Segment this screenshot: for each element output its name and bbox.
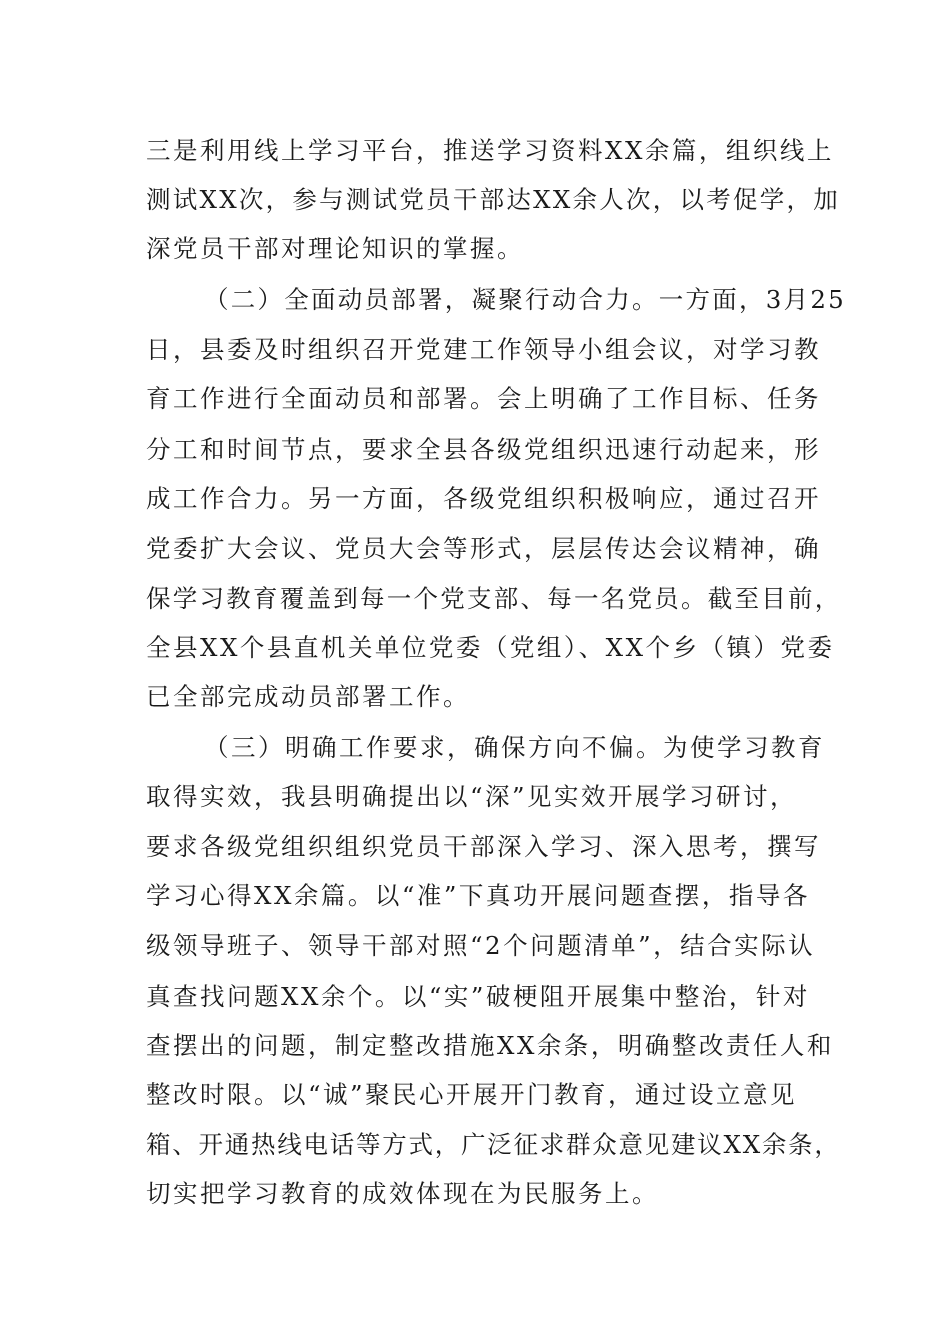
text-line: 已全部完成动员部署工作。 (146, 682, 470, 711)
text-line: 测试XX次，参与测试党员干部达XX余人次，以考促学，加 (146, 185, 841, 214)
text-line: 要求各级党组织组织党员干部深入学习、深入思考，撰写 (146, 832, 821, 861)
text-line: 箱、开通热线电话等方式，广泛征求群众意见建议XX余条， (146, 1130, 841, 1159)
text-line: 成工作合力。另一方面，各级党组织积极响应，通过召开 (146, 484, 821, 513)
text-line: 查摆出的问题，制定整改措施XX余条，明确整改责任人和 (146, 1031, 834, 1060)
text-line: 深党员干部对理论知识的掌握。 (146, 234, 524, 263)
text-line: 三是利用线上学习平台，推送学习资料XX余篇，组织线上 (146, 136, 834, 165)
text-line: 保学习教育覆盖到每一个党支部、每一名党员。截至目前， (146, 584, 842, 613)
text-line: 党委扩大会议、党员大会等形式，层层传达会议精神，确 (146, 534, 821, 563)
text-line: 取得实效，我县明确提出以“深”见实效开展学习研讨， (146, 782, 798, 811)
text-line: 学习心得XX余篇。以“准”下真功开展问题查摆，指导各 (146, 881, 810, 910)
section-heading-line: （二）全面动员部署，凝聚行动合力。一方面，3月25 (204, 285, 847, 314)
text-line: 真查找问题XX余个。以“实”破梗阻开展集中整治，针对 (146, 982, 810, 1011)
text-line: 整改时限。以“诚”聚民心开展开门教育，通过设立意见 (146, 1080, 798, 1109)
text-line: 级领导班子、领导干部对照“2个问题清单”，结合实际认 (146, 931, 816, 960)
text-line: 日，县委及时组织召开党建工作领导小组会议，对学习教 (146, 335, 821, 364)
section-heading-line: （三）明确工作要求，确保方向不偏。为使学习教育 (204, 733, 825, 762)
text-line: 切实把学习教育的成效体现在为民服务上。 (146, 1179, 659, 1208)
text-line: 全县XX个县直机关单位党委（党组）、XX个乡（镇）党委 (146, 633, 835, 662)
text-line: 分工和时间节点，要求全县各级党组织迅速行动起来，形 (146, 435, 821, 464)
text-line: 育工作进行全面动员和部署。会上明确了工作目标、任务 (146, 384, 821, 413)
